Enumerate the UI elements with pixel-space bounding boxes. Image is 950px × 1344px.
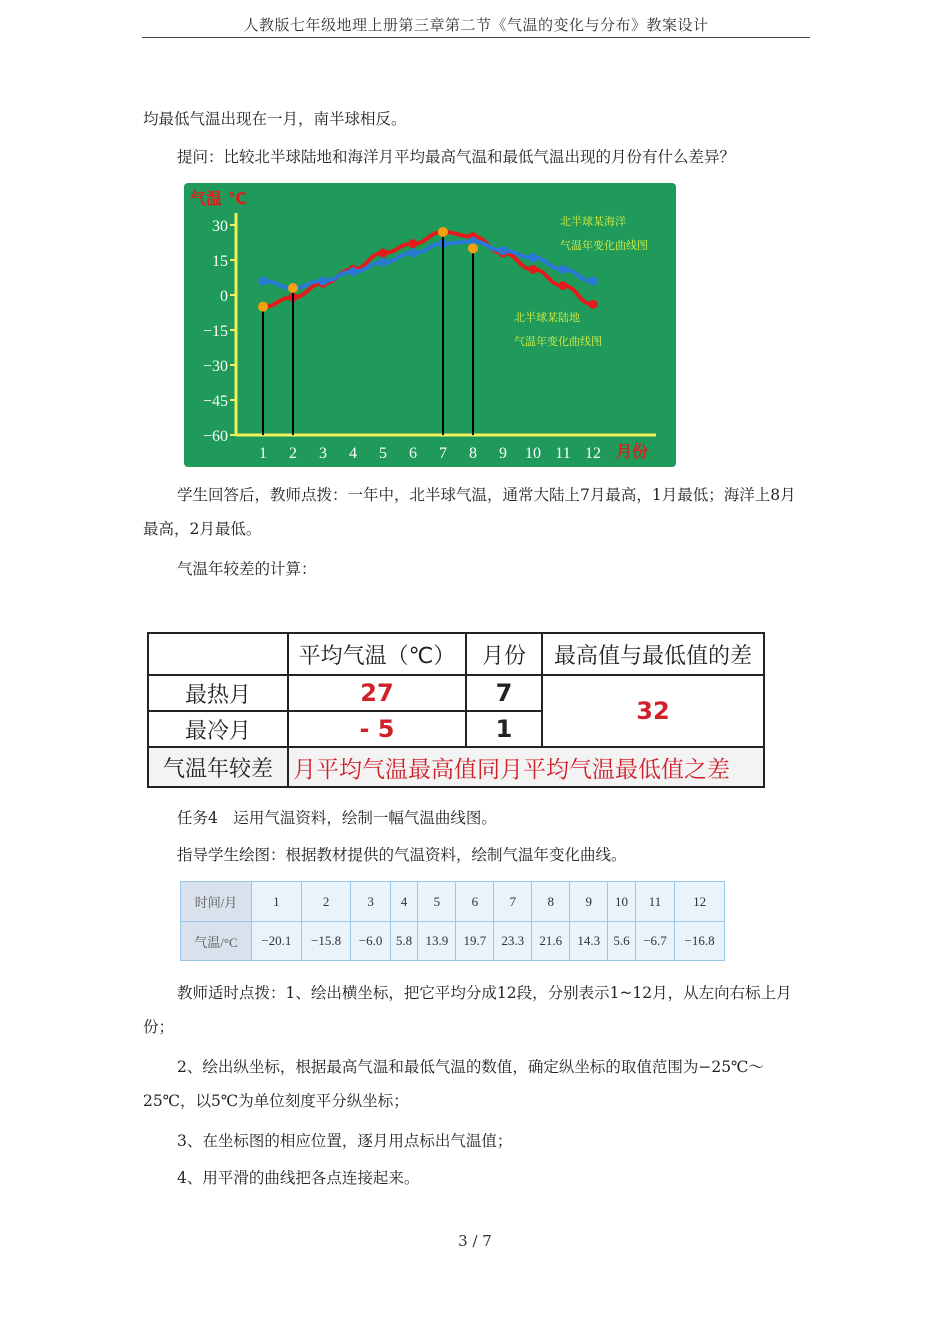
x-tick-label: 7 [439,445,447,462]
temp-header: 气温/°C [181,922,252,961]
x-tick-label: 1 [259,445,267,462]
temp-cell: 19.7 [456,922,494,961]
month-cell: 3 [351,882,390,922]
paragraph-step2: 2、绘出纵坐标，根据最高气温和最低气温的数值，确定纵坐标的取值范围为−25℃～25℃，以5℃为单位刻度平分纵坐标； [143,1058,764,1110]
highlight-point [258,302,268,312]
y-tick-label: −15 [202,323,228,340]
paragraph-step4: 4、用平滑的曲线把各点连接起来。 [177,1169,420,1187]
x-tick-label: 6 [409,445,417,462]
y-tick-label: 0 [220,288,228,305]
ocean-point [589,277,598,286]
y-tick-label: −30 [202,358,228,375]
temp-cell: −6.0 [351,922,390,961]
month-cell: 12 [675,882,725,922]
annual-range-table [147,632,765,788]
highlight-point [468,243,478,253]
paragraph-step1: 教师适时点拨：1、绘出横坐标，把它平均分成12段，分别表示1~12月，从左向右标上月份； [143,984,792,1036]
temp-cell: 5.8 [390,922,418,961]
ocean-point [529,253,538,262]
x-tick-label: 8 [469,445,477,462]
y-tick-label: −60 [202,428,228,445]
header-avg-temp: 平均气温（℃） [288,633,466,675]
header-month: 月份 [466,633,542,675]
temp-cell: −6.7 [635,922,674,961]
paragraph-question: 提问：比较北半球陆地和海洋月平均最高气温和最低气温出现的月份有什么差异？ [177,148,736,166]
land-point [589,300,598,309]
ocean-point [319,277,328,286]
legend-ocean-2: 气温年变化曲线图 [560,239,648,252]
ocean-point [349,267,358,276]
x-tick-label: 4 [349,445,357,462]
header-divider [142,37,810,38]
land-point [409,239,418,248]
page-number: 3 / 7 [458,1232,492,1250]
temp-cell: 14.3 [570,922,608,961]
coldest-temp: - 5 [288,711,466,747]
x-tick-label: 9 [499,445,507,462]
paragraph-range-calc: 气温年较差的计算： [177,560,317,578]
x-tick-label: 5 [379,445,387,462]
ocean-point [409,249,418,258]
month-cell: 7 [494,882,532,922]
paragraph-1: 均最低气温出现在一月，南半球相反。 [143,110,407,128]
hottest-month: 7 [466,675,542,711]
x-tick-label: 2 [289,445,297,462]
annual-range-definition: 月平均气温最高值同月平均气温最低值之差 [288,747,764,787]
legend-land-2: 气温年变化曲线图 [514,335,602,348]
time-header: 时间/月 [181,882,252,922]
month-cell: 4 [390,882,418,922]
month-cell: 2 [301,882,351,922]
temp-cell: 13.9 [418,922,456,961]
month-cell: 5 [418,882,456,922]
legend-ocean-1: 北半球某海洋 [560,215,626,228]
month-cell: 10 [608,882,636,922]
y-axis-label: 气温 ℃ [190,189,247,208]
y-tick-label: 15 [212,253,228,270]
land-point [529,265,538,274]
header-diff: 最高值与最低值的差 [542,633,764,675]
monthly-temperature-table [180,881,725,961]
temp-cell: 21.6 [532,922,570,961]
y-tick-label: −45 [202,393,228,410]
row-label-coldest: 最冷月 [148,711,288,747]
land-point [559,281,568,290]
highlight-point [288,283,298,293]
temp-cell: −15.8 [301,922,351,961]
paragraph-guide: 指导学生绘图：根据教材提供的气温资料，绘制气温年变化曲线。 [177,846,627,864]
paragraph-step3: 3、在坐标图的相应位置，逐月用点标出气温值； [177,1132,513,1150]
month-cell: 8 [532,882,570,922]
temp-cell: −20.1 [252,922,302,961]
x-tick-label: 10 [525,445,541,462]
month-cell: 11 [635,882,674,922]
temp-cell: 23.3 [494,922,532,961]
x-tick-label: 11 [555,445,571,462]
row-label-hottest: 最热月 [148,675,288,711]
land-point [379,249,388,258]
x-tick-label: 3 [319,445,327,462]
page-header: 人教版七年级地理上册第三章第二节《气温的变化与分布》教案设计 [243,16,709,34]
ocean-point [499,246,508,255]
coldest-month: 1 [466,711,542,747]
month-cell: 1 [252,882,302,922]
paragraph-task4: 任务4 运用气温资料，绘制一幅气温曲线图。 [177,809,497,827]
temp-cell: −16.8 [675,922,725,961]
y-tick-label: 30 [212,218,228,235]
temp-cell: 5.6 [608,922,636,961]
legend-land-1: 北半球某陆地 [514,311,580,324]
hottest-temp: 27 [288,675,466,711]
x-tick-label: 12 [585,445,601,462]
highlight-point [438,227,448,237]
x-axis-label: 月份 [616,442,649,461]
paragraph-answer: 学生回答后，教师点拨：一年中，北半球气温，通常大陆上7月最高，1月最低；海洋上8月最高，2月最低。 [143,486,796,538]
table-corner [148,633,288,675]
ocean-point [259,277,268,286]
ocean-point [559,265,568,274]
month-cell: 6 [456,882,494,922]
row-label-annual-range: 气温年较差 [148,747,288,787]
temperature-chart [184,183,676,467]
temp-difference: 32 [542,675,764,747]
ocean-point [379,258,388,267]
month-cell: 9 [570,882,608,922]
